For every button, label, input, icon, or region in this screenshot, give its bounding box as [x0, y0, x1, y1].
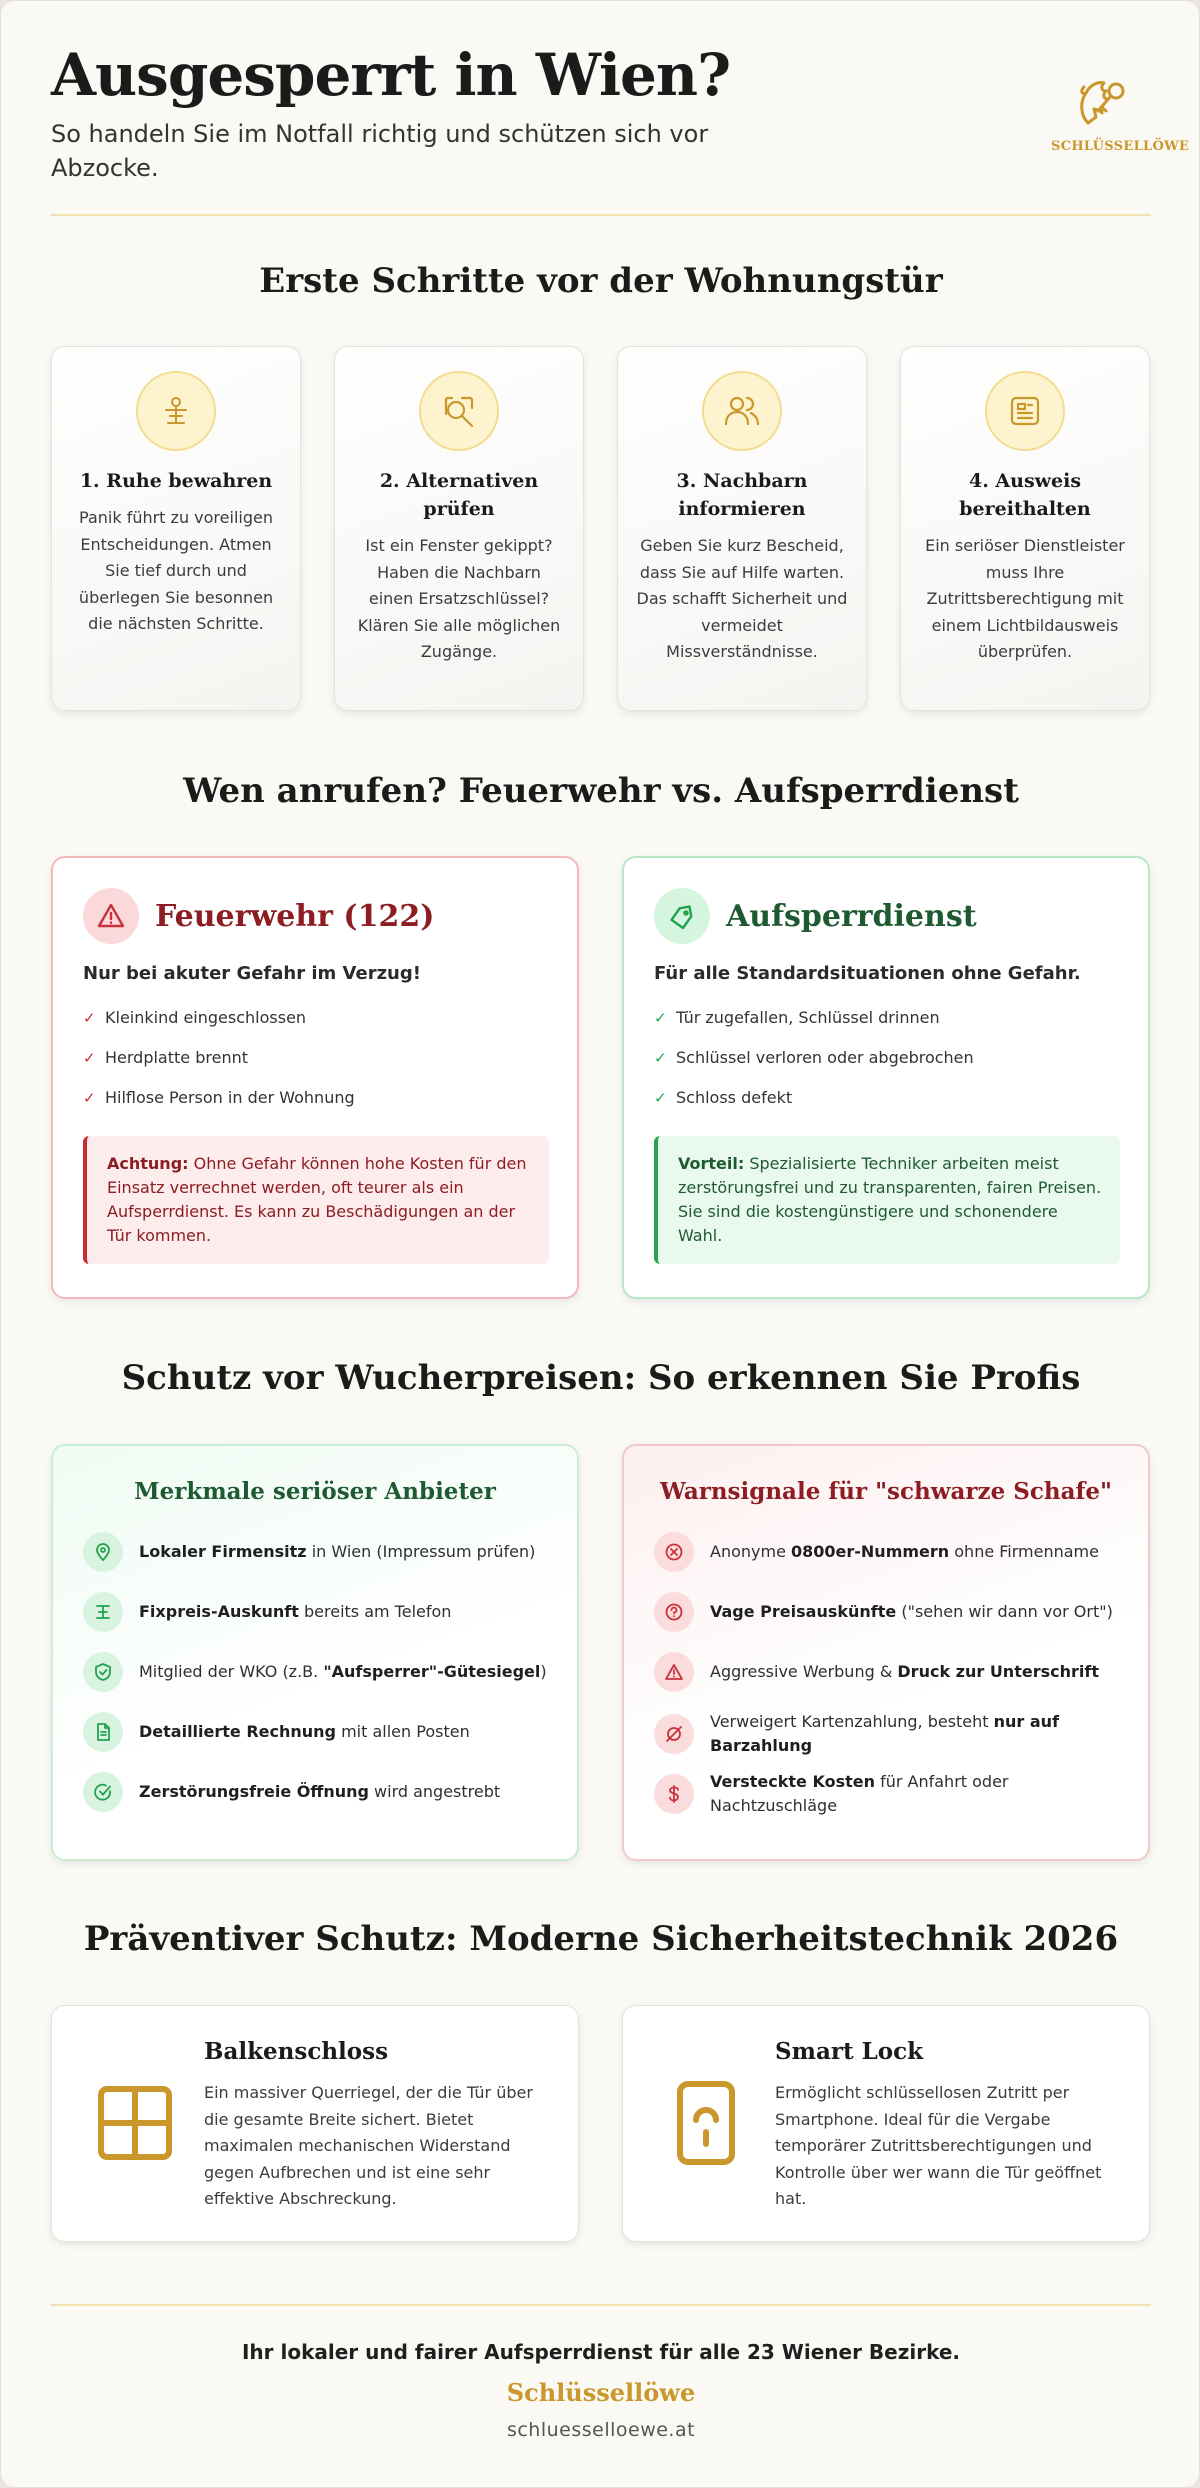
- list-item: Lokaler Firmensitz in Wien (Impressum prüfen): [83, 1532, 553, 1572]
- step-text: Geben Sie kurz Bescheid, dass Sie auf Hilfe warten. Das schafft Sicherheit und vermeidet Missverständnisse.: [636, 536, 848, 661]
- footer-website-link[interactable]: schluesselloewe.at: [506, 2419, 696, 2441]
- check-icon: ✓: [654, 1049, 667, 1067]
- footer-brand: Schlüssellöwe: [506, 2378, 696, 2407]
- list-item: Aggressive Werbung & Druck zur Unterschrift: [654, 1652, 1124, 1692]
- list-item: ✓ Herdplatte brennt: [83, 1048, 553, 1088]
- lock-lead: Für alle Standardsituationen ohne Gefahr.: [654, 963, 1081, 984]
- lock-advantage-note: Vorteil: Spezialisierte Techniker arbeiten meist zerstörungsfrei und zu transparenten, fairen Preisen. Sie sind die kostengünstigere und schonendere Wahl.: [654, 1136, 1120, 1264]
- good-title: Merkmale seriöser Anbieter: [134, 1478, 496, 1505]
- step-text: Ein seriöser Dienstleister muss Ihre Zutrittsberechtigung mit einem Lichtbildausweis überprüfen.: [925, 536, 1125, 661]
- check-icon: ✓: [83, 1049, 96, 1067]
- header: [51, 41, 1190, 216]
- list-item: Versteckte Kosten für Anfahrt oder Nachtzuschläge: [654, 1770, 1124, 1818]
- shield-check-icon: [83, 1652, 123, 1692]
- list-item: Vage Preisauskünfte ("sehen wir dann vor Ort"): [654, 1592, 1124, 1632]
- step-title: 3. Nachbarn informieren: [676, 470, 808, 520]
- tag-icon: [654, 888, 710, 944]
- step-title: 4. Ausweis bereithalten: [959, 470, 1091, 520]
- id-card-icon: [985, 371, 1065, 451]
- list-item: Verweigert Kartenzahlung, besteht nur auf Barzahlung: [654, 1710, 1124, 1758]
- logo-wordmark: SCHLÜSSELLÖWE: [1051, 139, 1190, 154]
- good-provider-card: [51, 1444, 579, 1861]
- steps-section-title: Erste Schritte vor der Wohnungstür: [259, 261, 943, 301]
- step-card: [51, 346, 301, 711]
- lock-title: Aufsperrdienst: [726, 898, 977, 934]
- step-card: [617, 346, 867, 711]
- compare-section-title: Wen anrufen? Feuerwehr vs. Aufsperrdienst: [183, 771, 1019, 811]
- fire-list: [83, 1008, 553, 1128]
- users-icon: [702, 371, 782, 451]
- warning-signs-card: [622, 1444, 1150, 1861]
- list-item: ✓ Kleinkind eingeschlossen: [83, 1008, 553, 1048]
- check-icon: ✓: [83, 1009, 96, 1027]
- meditation-icon: [136, 371, 216, 451]
- fire-warning-note: Achtung: Ohne Gefahr können hohe Kosten für den Einsatz verrechnet werden, oft teurer als ein Aufsperrdienst. Es kann zu Beschädigungen an der Tür kommen.: [83, 1136, 549, 1264]
- list-item: Mitglied der WKO (z.B. "Aufsperrer"-Gütesiegel): [83, 1652, 553, 1692]
- list-item: Anonyme 0800er-Nummern ohne Firmenname: [654, 1532, 1124, 1572]
- lock-list: [654, 1008, 1124, 1128]
- question-circle-icon: [654, 1592, 694, 1632]
- tech-card: [51, 2005, 579, 2242]
- x-circle-icon: [654, 1532, 694, 1572]
- footer-tagline: Ihr lokaler und fairer Aufsperrdienst für alle 23 Wiener Bezirke.: [241, 2340, 961, 2364]
- lion-key-icon: [1066, 71, 1136, 133]
- list-item: ✓ Schloss defekt: [654, 1088, 1124, 1128]
- step-card: [334, 346, 584, 711]
- tech-title: Balkenschloss: [204, 2038, 389, 2065]
- document-icon: [83, 1712, 123, 1752]
- list-item: Zerstörungsfreie Öffnung wird angestrebt: [83, 1772, 553, 1812]
- warning-icon: [83, 888, 139, 944]
- tech-card: [622, 2005, 1150, 2242]
- dollar-icon: [654, 1774, 694, 1814]
- smart-lock-icon: [661, 2078, 751, 2168]
- step-text: Ist ein Fenster gekippt? Haben die Nachbarn einen Ersatzschlüssel? Klären Sie alle möglichen Zugänge.: [357, 536, 561, 661]
- tech-title: Smart Lock: [775, 2038, 924, 2065]
- search-window-icon: [419, 371, 499, 451]
- step-title: 2. Alternativen prüfen: [379, 470, 539, 520]
- check-icon: ✓: [83, 1089, 96, 1107]
- pricing-section-title: Schutz vor Wucherpreisen: So erkennen Sie Profis: [121, 1358, 1081, 1398]
- fire-department-card: [51, 856, 579, 1299]
- step-card: [900, 346, 1150, 711]
- list-item: Fixpreis-Auskunft bereits am Telefon: [83, 1592, 553, 1632]
- fire-title: Feuerwehr (122): [155, 898, 435, 934]
- list-item: ✓ Schlüssel verloren oder abgebrochen: [654, 1048, 1124, 1088]
- no-card-icon: [654, 1714, 694, 1754]
- check-circle-icon: [83, 1772, 123, 1812]
- tech-text: Ermöglicht schlüssellosen Zutritt per Smartphone. Ideal für die Vergabe temporärer Zutrittsberechtigungen und Kontrolle über wer wann die Tür geöffnet hat.: [775, 2083, 1102, 2208]
- list-item: Detaillierte Rechnung mit allen Posten: [83, 1712, 553, 1752]
- fire-lead: Nur bei akuter Gefahr im Verzug!: [83, 963, 421, 984]
- page-subtitle: So handeln Sie im Notfall richtig und schützen sich vor Abzocke.: [51, 120, 709, 182]
- brand-logo: [1051, 71, 1190, 161]
- alert-triangle-icon: [654, 1652, 694, 1692]
- lock-service-card: [622, 856, 1150, 1299]
- page-title: Ausgesperrt in Wien?: [51, 41, 731, 109]
- check-icon: ✓: [654, 1009, 667, 1027]
- footer: [51, 2304, 1151, 2444]
- step-title: 1. Ruhe bewahren: [79, 470, 273, 492]
- location-pin-icon: [83, 1532, 123, 1572]
- bad-title: Warnsignale für "schwarze Schafe": [659, 1478, 1112, 1505]
- tech-text: Ein massiver Querriegel, der die Tür über die gesamte Breite sichert. Bietet maximalen mechanischen Widerstand gegen Aufbrechen und ist eine sehr effektive Abschreckung.: [204, 2083, 533, 2208]
- check-icon: ✓: [654, 1089, 667, 1107]
- tech-section-title: Präventiver Schutz: Moderne Sicherheitstechnik 2026: [83, 1919, 1119, 1959]
- bar-lock-icon: [90, 2078, 180, 2168]
- price-tag-icon: [83, 1592, 123, 1632]
- step-text: Panik führt zu voreiligen Entscheidungen. Atmen Sie tief durch und überlegen Sie besonnen die nächsten Schritte.: [78, 508, 274, 633]
- list-item: ✓ Hilflose Person in der Wohnung: [83, 1088, 553, 1128]
- list-item: ✓ Tür zugefallen, Schlüssel drinnen: [654, 1008, 1124, 1048]
